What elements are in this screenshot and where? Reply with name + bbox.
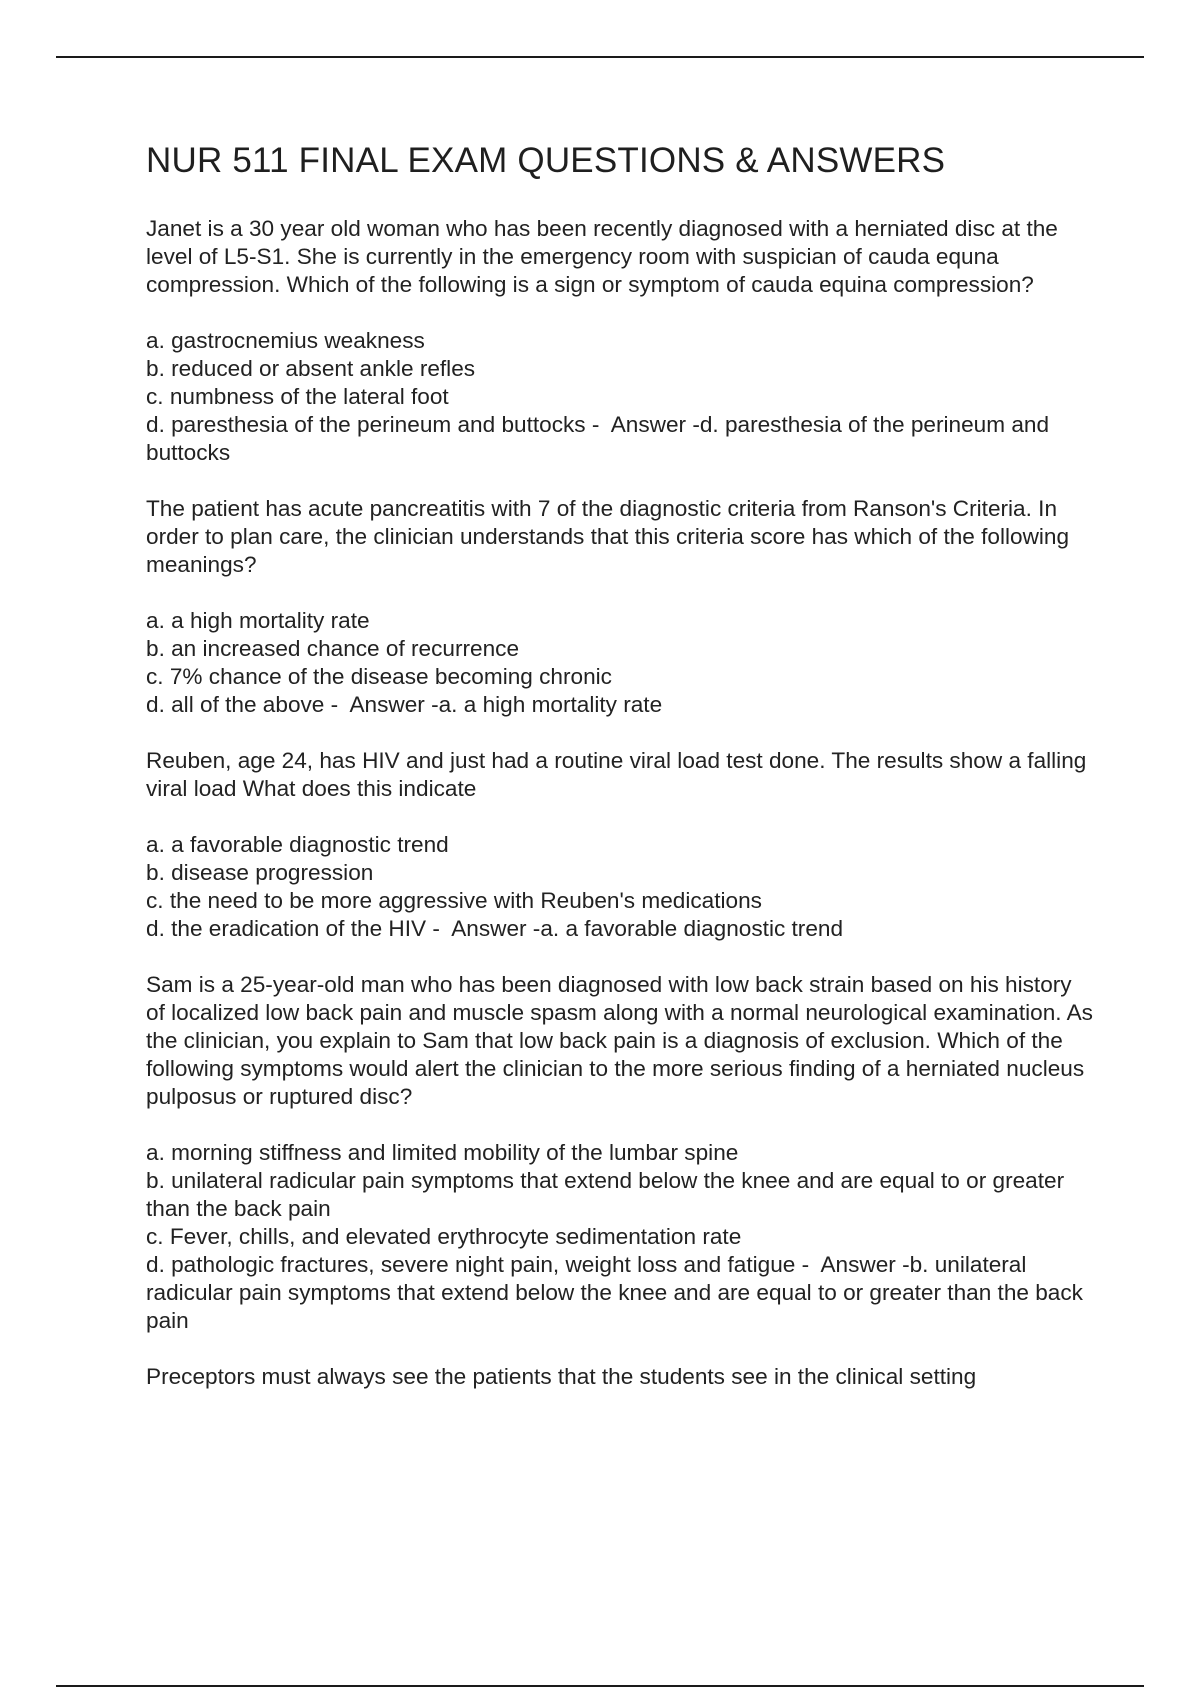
page-title: NUR 511 FINAL EXAM QUESTIONS & ANSWERS — [146, 141, 946, 180]
option-b: b. disease progression — [146, 860, 374, 885]
option-d-with-answer: d. the eradication of the HIV - Answer -a. a favorable diagnostic trend — [146, 916, 844, 941]
option-a: a. a high mortality rate — [146, 608, 370, 633]
option-a: a. gastrocnemius weakness — [146, 328, 425, 353]
question-stem: The patient has acute pancreatitis with 7 of the diagnostic criteria from Ranson's Criteria. In order to plan care, the clinician understands that this criteria score has which of the following meanings? — [146, 496, 1070, 577]
answer-options — [146, 327, 1096, 467]
answer-options — [146, 607, 1096, 719]
question-stem: Reuben, age 24, has HIV and just had a routine viral load test done. The results show a falling viral load What does this indicate — [146, 748, 1087, 801]
answer-options — [146, 831, 1096, 943]
option-d-with-answer: d. all of the above - Answer -a. a high mortality rate — [146, 692, 663, 717]
option-b: b. an increased chance of recurrence — [146, 636, 520, 661]
answer-options — [146, 1139, 1096, 1335]
option-d-with-answer: d. pathologic fractures, severe night pain, weight loss and fatigue - Answer -b. unilateral radicular pain symptoms that extend below the knee and are equal to or greater than the back pain — [146, 1252, 1090, 1333]
option-b: b. reduced or absent ankle refles — [146, 356, 476, 381]
option-c: c. the need to be more aggressive with Reuben's medications — [146, 888, 762, 913]
option-b: b. unilateral radicular pain symptoms that extend below the knee and are equal to or greater than the back pain — [146, 1168, 1071, 1221]
question-stem: Preceptors must always see the patients that the students see in the clinical setting — [146, 1364, 977, 1389]
question-stem: Janet is a 30 year old woman who has been recently diagnosed with a herniated disc at the level of L5-S1. She is currently in the emergency room with suspician of cauda equna compression. Which of the following is a sign or symptom of cauda equina compression? — [146, 216, 1058, 297]
question-stem: Sam is a 25-year-old man who has been diagnosed with low back strain based on his history of localized low back pain and muscle spasm along with a normal neurological examination. As the clinician, you explain to Sam that low back pain is a diagnosis of exclusion. Which of the following symptoms would alert the clinician to the more serious finding of a herniated nucleus pulposus or ruptured disc? — [146, 972, 1093, 1109]
option-d-with-answer: d. paresthesia of the perineum and buttocks - Answer -d. paresthesia of the perineum and buttocks — [146, 412, 1056, 465]
option-a: a. morning stiffness and limited mobility of the lumbar spine — [146, 1140, 739, 1165]
top-divider — [56, 56, 1144, 58]
option-a: a. a favorable diagnostic trend — [146, 832, 449, 857]
bottom-divider — [56, 1685, 1144, 1687]
option-c: c. 7% chance of the disease becoming chronic — [146, 664, 612, 689]
option-c: c. numbness of the lateral foot — [146, 384, 449, 409]
option-c: c. Fever, chills, and elevated erythrocyte sedimentation rate — [146, 1224, 742, 1249]
document-body — [146, 140, 1096, 1419]
